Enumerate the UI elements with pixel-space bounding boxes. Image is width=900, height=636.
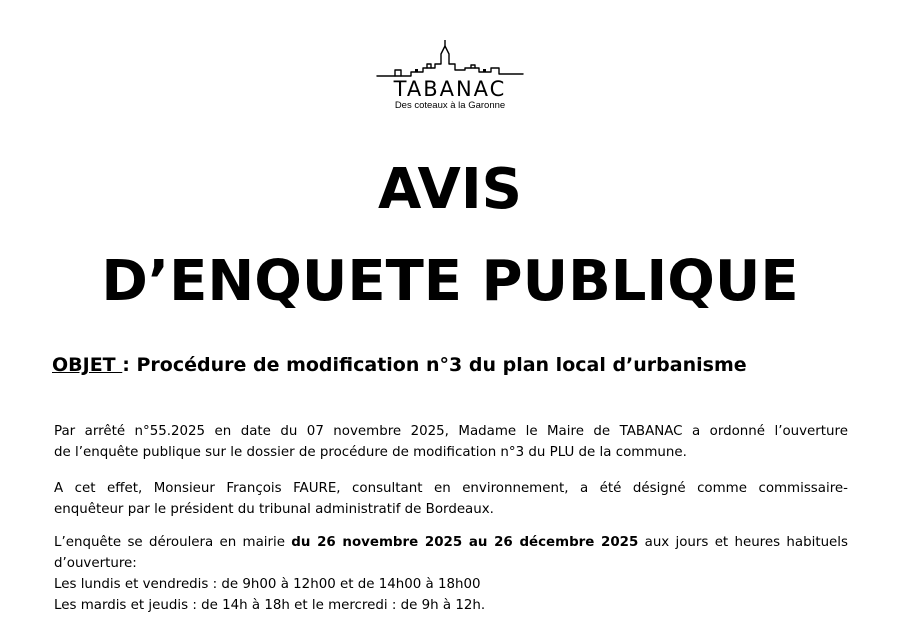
tabanac-logo	[0, 40, 900, 112]
paragraph-commissaire-line-2: enquêteur par le président du tribunal administratif de Bordeaux.	[54, 502, 494, 517]
paragraph-arrete	[54, 421, 848, 463]
paragraph-horaires-line-3: Les lundis et vendredis : de 9h00 à 12h00 et de 14h00 à 18h00	[54, 577, 481, 592]
title-line-2: D’ENQUETE PUBLIQUE	[101, 249, 799, 314]
paragraph-horaires	[54, 532, 848, 616]
horaires-intro: L’enquête se déroulera en mairie	[54, 535, 292, 550]
objet-label: OBJET	[52, 354, 123, 376]
paragraph-commissaire	[54, 478, 848, 520]
paragraph-commissaire-line-1: A cet effet, Monsieur François FAURE, consultant en environnement, a été désigné comme commissaire-	[54, 481, 848, 496]
objet-separator: :	[122, 354, 137, 376]
logo-name: TABANAC	[393, 77, 507, 101]
title-line-1: AVIS	[377, 157, 523, 222]
objet-text: Procédure de modification n°3 du plan local d’urbanisme	[136, 354, 747, 376]
paragraph-horaires-line-1	[54, 532, 848, 553]
village-skyline-icon	[375, 40, 525, 78]
paragraph-horaires-line-4: Les mardis et jeudis : de 14h à 18h et le mercredi : de 9h à 12h.	[54, 598, 486, 613]
objet-heading	[52, 352, 747, 378]
paragraph-arrete-line-2: de l’enquête publique sur le dossier de procédure de modification n°3 du PLU de la commune.	[54, 445, 687, 460]
horaires-dates: du 26 novembre 2025 au 26 décembre 2025	[291, 535, 639, 550]
paragraph-horaires-line-2: d’ouverture:	[54, 556, 137, 571]
logo-tagline: Des coteaux à la Garonne	[394, 100, 506, 111]
horaires-after: aux jours et heures habituels	[638, 535, 848, 550]
paragraph-arrete-line-1: Par arrêté n°55.2025 en date du 07 novembre 2025, Madame le Maire de TABANAC a ordonné l’ouverture	[54, 424, 848, 439]
